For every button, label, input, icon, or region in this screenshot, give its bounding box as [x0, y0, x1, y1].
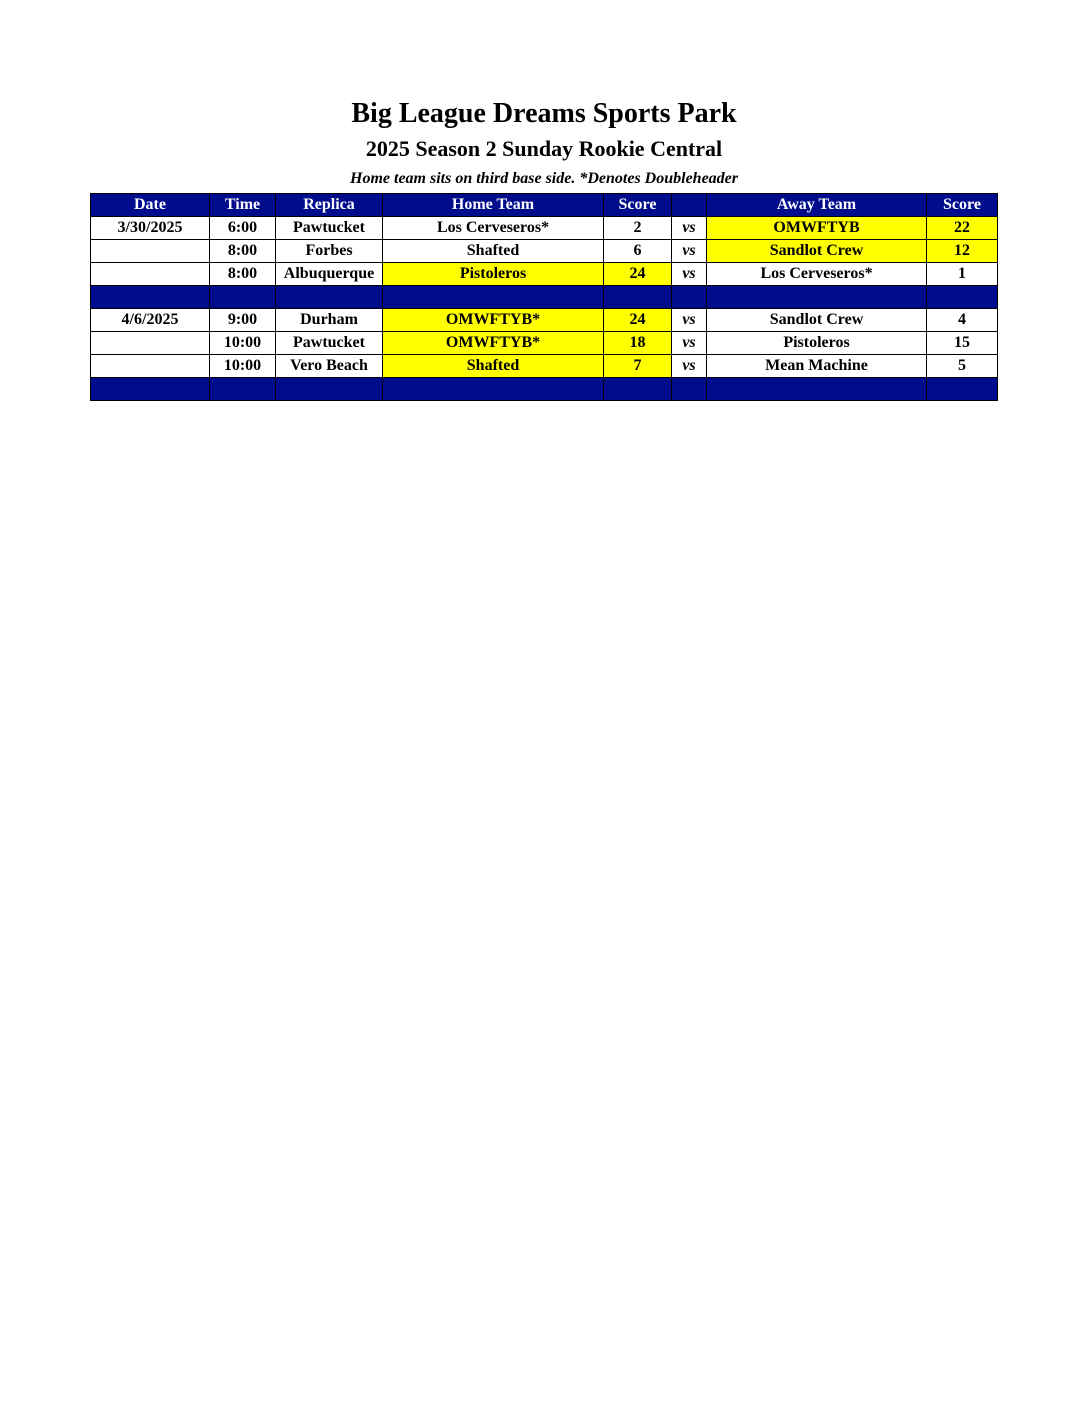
schedule-note: Home team sits on third base side. *Denotes Doubleheader [350, 170, 738, 187]
separator-cell [91, 378, 210, 401]
home-score: 18 [604, 332, 672, 355]
vs-label: vs [672, 240, 707, 263]
page-subtitle: 2025 Season 2 Sunday Rookie Central [365, 136, 723, 161]
away-team: OMWFTYB [707, 217, 927, 240]
separator-cell [210, 286, 276, 309]
vs-label: vs [672, 309, 707, 332]
separator-cell [210, 378, 276, 401]
header-home-team: Home Team [383, 194, 604, 217]
separator-cell [707, 378, 927, 401]
home-team: Pistoleros [383, 263, 604, 286]
game-date [91, 332, 210, 355]
away-score: 5 [927, 355, 998, 378]
separator-cell [276, 378, 383, 401]
table-row [91, 332, 998, 355]
game-date [91, 263, 210, 286]
separator-cell [672, 378, 707, 401]
header-row [91, 194, 998, 217]
home-team: Los Cerveseros* [383, 217, 604, 240]
separator-cell [927, 378, 998, 401]
vs-label: vs [672, 332, 707, 355]
home-team: Shafted [383, 240, 604, 263]
away-team: Pistoleros [707, 332, 927, 355]
home-score: 24 [604, 263, 672, 286]
separator-cell [604, 378, 672, 401]
away-team: Los Cerveseros* [707, 263, 927, 286]
week-separator-row [91, 286, 998, 309]
table-row [91, 240, 998, 263]
away-score: 4 [927, 309, 998, 332]
separator-cell [707, 286, 927, 309]
game-date [91, 355, 210, 378]
separator-cell [91, 286, 210, 309]
game-time: 8:00 [210, 240, 276, 263]
schedule-table [90, 193, 998, 401]
home-score: 24 [604, 309, 672, 332]
game-replica: Durham [276, 309, 383, 332]
game-replica: Vero Beach [276, 355, 383, 378]
away-team: Sandlot Crew [707, 309, 927, 332]
game-time: 10:00 [210, 355, 276, 378]
header-home-score: Score [604, 194, 672, 217]
vs-label: vs [672, 263, 707, 286]
game-replica: Forbes [276, 240, 383, 263]
header-replica: Replica [276, 194, 383, 217]
separator-cell [383, 286, 604, 309]
away-score: 15 [927, 332, 998, 355]
table-row [91, 355, 998, 378]
vs-label: vs [672, 217, 707, 240]
separator-cell [383, 378, 604, 401]
game-date: 4/6/2025 [91, 309, 210, 332]
separator-cell [276, 286, 383, 309]
away-score: 22 [927, 217, 998, 240]
game-replica: Albuquerque [276, 263, 383, 286]
game-time: 6:00 [210, 217, 276, 240]
home-team: OMWFTYB* [383, 309, 604, 332]
away-team: Mean Machine [707, 355, 927, 378]
game-time: 9:00 [210, 309, 276, 332]
header-away-score: Score [927, 194, 998, 217]
away-team: Sandlot Crew [707, 240, 927, 263]
table-row [91, 217, 998, 240]
game-time: 8:00 [210, 263, 276, 286]
game-replica: Pawtucket [276, 217, 383, 240]
vs-label: vs [672, 355, 707, 378]
game-date [91, 240, 210, 263]
table-row [91, 263, 998, 286]
home-score: 6 [604, 240, 672, 263]
separator-cell [672, 286, 707, 309]
home-team: OMWFTYB* [383, 332, 604, 355]
header-date: Date [91, 194, 210, 217]
separator-cell [604, 286, 672, 309]
home-score: 2 [604, 217, 672, 240]
away-score: 12 [927, 240, 998, 263]
separator-cell [927, 286, 998, 309]
header-vs [672, 194, 707, 217]
header-time: Time [210, 194, 276, 217]
week-separator-row [91, 378, 998, 401]
game-replica: Pawtucket [276, 332, 383, 355]
header-away-team: Away Team [707, 194, 927, 217]
game-date: 3/30/2025 [91, 217, 210, 240]
away-score: 1 [927, 263, 998, 286]
table-row [91, 309, 998, 332]
home-score: 7 [604, 355, 672, 378]
home-team: Shafted [383, 355, 604, 378]
game-time: 10:00 [210, 332, 276, 355]
page-title: Big League Dreams Sports Park [351, 98, 737, 129]
